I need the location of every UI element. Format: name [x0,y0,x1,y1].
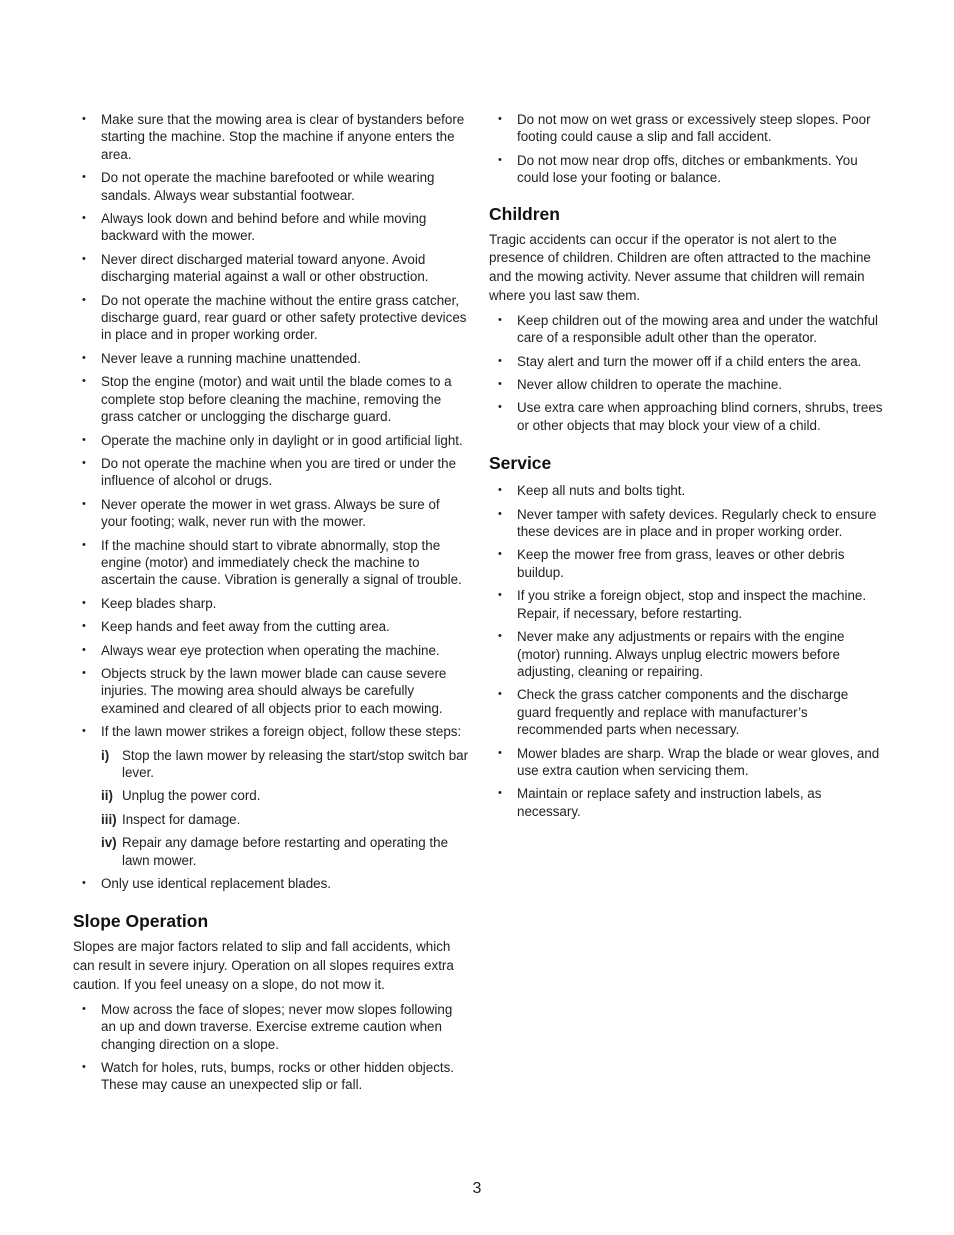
list-item: • Objects struck by the lawn mower blade can cause severe injuries. The mowing area should always be carefully examined and cleared of all objects prior to each mowing. [82,665,447,716]
list-item: • Check the grass catcher components and the discharge guard frequently and replace with manufacturer’s recommended parts when necessary. [498,687,849,738]
list-item: • Never allow children to operate the machine. [498,377,782,393]
page-number: 3 [472,1180,482,1197]
bullet-icon: • [82,620,86,633]
list-item: • Stay alert and turn the mower off if a child enters the area. [498,353,862,369]
bullet-icon: • [498,507,502,520]
bullet-icon: • [498,484,502,497]
list-item: • Do not mow on wet grass or excessively steep slopes. Poor footing could cause a slip and fall accident. [498,112,871,145]
bullet-icon: • [82,171,86,184]
step-item: iii) Inspect for damage. [101,811,241,827]
bullet-icon: • [498,313,502,326]
list-item: • Never leave a running machine unattended. [82,350,361,366]
list-item: • Only use identical replacement blades. [82,876,332,892]
list-item: • Keep blades sharp. [82,595,217,611]
bullet-icon: • [82,212,86,225]
bullet-icon: • [82,351,86,364]
section-heading-slope: Slope Operation [73,911,209,932]
list-item: • Never direct discharged material toward anyone. Avoid discharging material against a wall or other obstruction. [82,251,429,285]
list-item: • Never operate the mower in wet grass. Always be sure of your footing; walk, never run with the mower. [82,496,440,530]
list-item-foreign-object: • If the lawn mower strikes a foreign object, follow these steps: i) Stop the lawn mower by releasing the start/stop switch bar lever. ii) Unplug the power cord. iii) Inspect for damage. iv) Repair any damage before restarting and operating the lawn mower. [82,724,469,868]
service-bullet-list [489,482,885,820]
left-column [73,111,469,1100]
list-item: • Never tamper with safety devices. Regularly check to ensure these devices are in place and in proper working order. [498,506,877,540]
step-item: iv) Repair any damage before restarting and operating the lawn mower. [101,835,449,868]
bullet-icon: • [82,252,86,265]
bullet-icon: • [498,746,502,759]
bullet-icon: • [498,378,502,391]
section-intro: Slopes are major factors related to slip and fall accidents, which can result in severe injury. Operation on all slopes requires extra caution. If you feel uneasy on a slope, do not mow it. [73,939,454,993]
slope-bullet-list [73,1001,469,1094]
step-number: ii) [101,788,113,804]
section-heading-service: Service [489,453,552,474]
slope-continued-list [489,111,885,187]
list-item: • Maintain or replace safety and instruction labels, as necessary. [498,786,822,819]
bullet-icon: • [82,1061,86,1074]
bullet-icon: • [498,401,502,414]
bullet-icon: • [82,725,86,738]
list-item: • Make sure that the mowing area is clear of bystanders before starting the machine. Stop the machine if anyone enters the area. [82,112,465,162]
bullet-icon: • [498,589,502,602]
list-item: • Watch for holes, ruts, bumps, rocks or other hidden objects. These may cause an unexpected slip or fall. [82,1060,455,1093]
bullet-icon: • [498,548,502,561]
list-item: • Mow across the face of slopes; never mow slopes following an up and down traverse. Exercise extreme caution when changing direction on a slope. [82,1001,453,1052]
list-item: • Stop the engine (motor) and wait until the blade comes to a complete stop before cleaning the machine, removing the grass catcher or unclogging the discharge guard. [82,374,452,425]
children-section [489,203,885,435]
children-bullet-list [489,312,885,434]
list-item: • Always wear eye protection when operating the machine. [82,642,440,658]
bullet-icon: • [82,113,86,125]
list-item: • Operate the machine only in daylight or in good artificial light. [82,432,463,448]
step-number: i) [101,747,110,763]
slope-operation-section [73,910,469,1093]
section-intro: Tragic accidents can occur if the operator is not alert to the presence of children. Children are often attracted to the machine and the mowing activity. Never assume that children will remain where you last saw them. [489,231,871,304]
list-item: • Never make any adjustments or repairs with the engine (motor) running. Always unplug electric mowers before adjusting, cleaning or repairing. [498,629,845,679]
list-item: • Use extra care when approaching blind corners, shrubs, trees or other objects that may block your view of a child. [498,400,883,433]
right-column [489,111,885,826]
step-number: iv) [101,835,117,851]
list-item: • Do not operate the machine barefooted or while wearing sandals. Always wear substantial footwear. [82,170,435,203]
list-item: • Mower blades are sharp. Wrap the blade or wear gloves, and use extra caution when servicing them. [498,745,880,778]
list-item: • Keep hands and feet away from the cutting area. [82,619,390,635]
bullet-icon: • [82,293,86,306]
list-item: • Always look down and behind before and while moving backward with the mower. [82,211,427,244]
step-item: i) Stop the lawn mower by releasing the start/stop switch bar lever. [101,747,469,780]
list-item: • Keep children out of the mowing area and under the watchful care of a responsible adult other than the operator. [498,312,879,346]
bullet-icon: • [498,787,502,800]
list-item: • Do not operate the machine when you are tired or under the influence of alcohol or drugs. [82,455,457,489]
bullet-icon: • [82,538,86,551]
bullet-icon: • [82,1002,86,1015]
list-item: • Keep all nuts and bolts tight. [498,483,686,499]
bullet-icon: • [82,497,86,510]
bullet-icon: • [498,688,502,701]
bullet-icon: • [82,375,86,388]
section-heading-children: Children [489,203,560,224]
bullet-icon: • [82,643,86,656]
bullet-icon: • [82,433,86,446]
bullet-icon: • [82,666,86,679]
bullet-icon: • [498,354,502,367]
list-item: • Do not operate the machine without the entire grass catcher, discharge guard, rear guard or other safety protective devices in place and in proper working order. [82,292,467,343]
foreign-object-steps [101,747,469,869]
service-section [489,452,885,820]
bullet-icon: • [82,877,86,890]
list-item: • If you strike a foreign object, stop and inspect the machine. Repair, if necessary, before restarting. [498,588,867,621]
list-item: • If the machine should start to vibrate abnormally, stop the engine (motor) and immediately check the machine to ascertain the cause. Vibration is generally a signal of trouble. [82,537,462,588]
bullet-icon: • [498,153,502,166]
list-item: • Do not mow near drop offs, ditches or embankments. You could lose your footing or balance. [498,152,858,186]
bullet-icon: • [498,113,502,125]
bullet-icon: • [82,596,86,609]
bullet-icon: • [498,630,502,643]
step-item: ii) Unplug the power cord. [101,788,261,804]
list-item: • Keep the mower free from grass, leaves or other debris buildup. [498,547,845,580]
bullet-icon: • [82,456,86,469]
safety-bullet-list [73,111,469,892]
step-number: iii) [101,811,117,827]
